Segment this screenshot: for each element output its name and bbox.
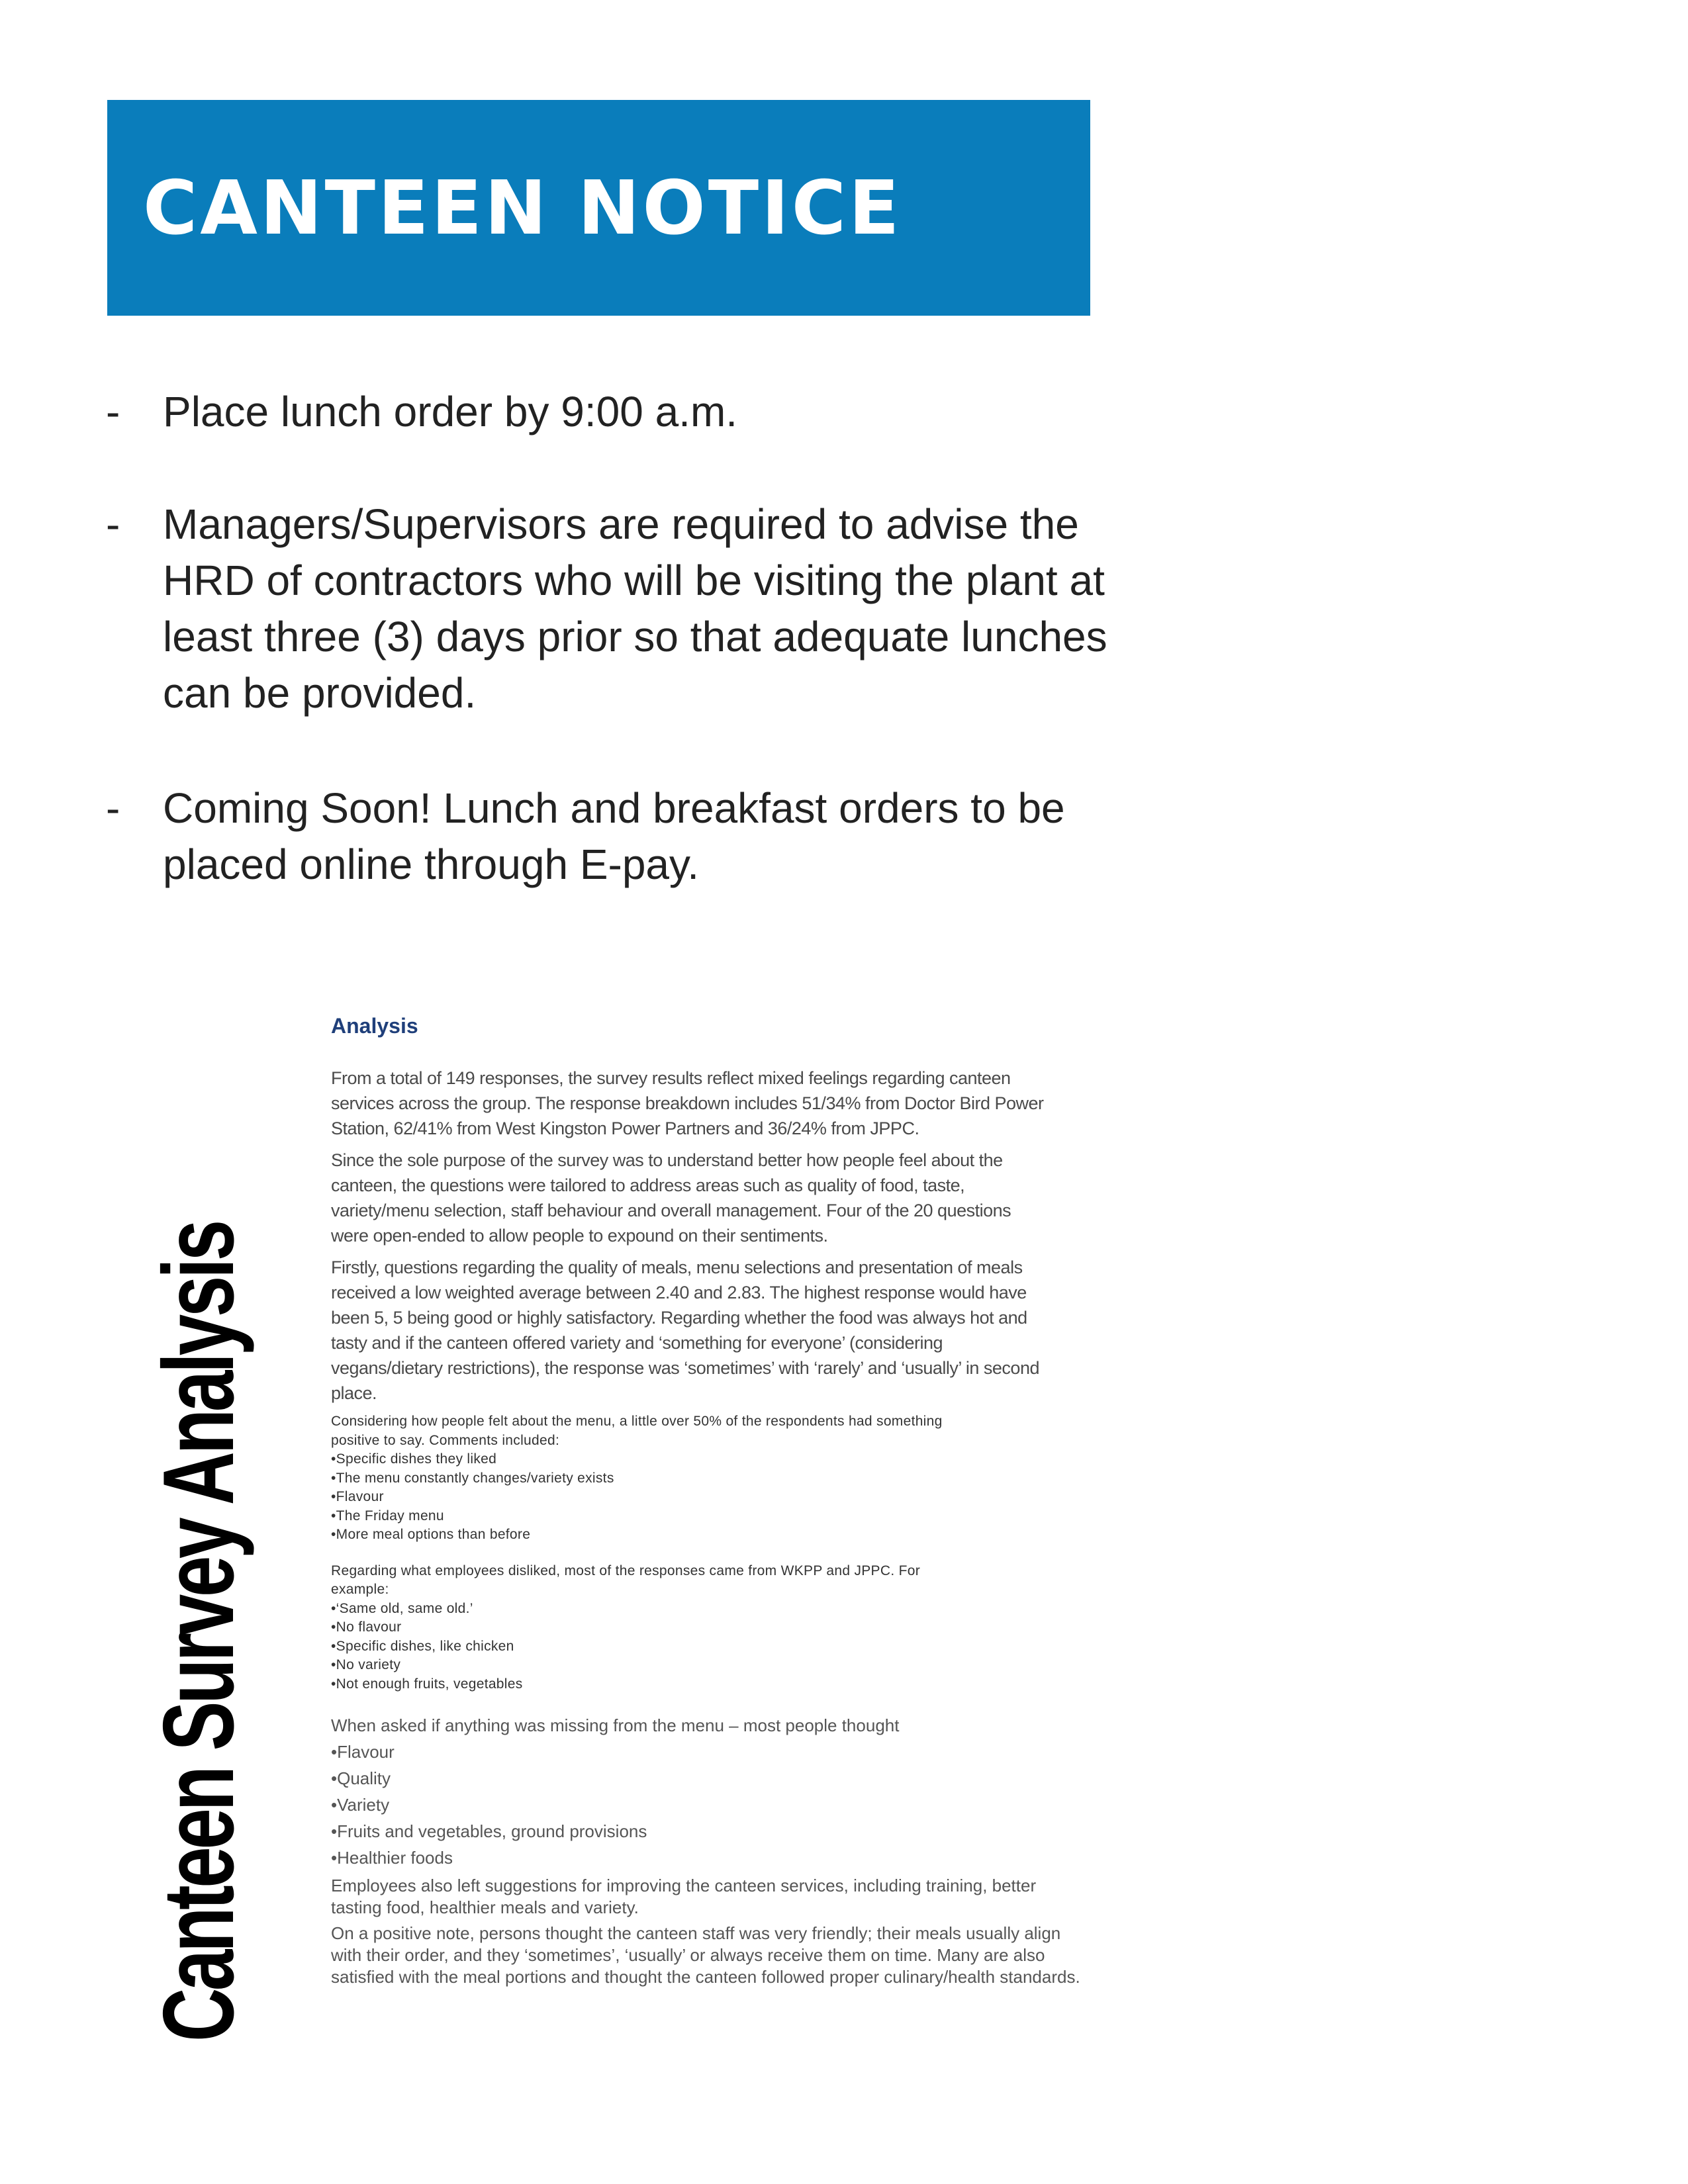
- positive-paragraph: On a positive note, persons thought the canteen staff was very friendly; their meals usually align with their order, and they ‘sometimes’, ‘usually’ or always receive them on time. Many are also satisfied with the meal portions and thought the canteen followed proper culinary/health standards.: [331, 1923, 1080, 1987]
- notice-line: Place lunch order by 9:00 a.m.: [163, 388, 738, 435]
- analysis-section: [331, 1013, 1092, 1988]
- list-item: •Not enough fruits, vegetables: [331, 1676, 523, 1692]
- analysis-paragraph: Firstly, questions regarding the quality of meals, menu selections and presentation of meals received a low weighted average between 2.40 and 2.83. The highest response would have been 5, 5 being good or highly satisfactory. Regarding whether the food was always hot and tasty and if the canteen offered variety and ‘something for everyone’ (considering vegans/dietary restrictions), the response was ‘sometimes’ with ‘rarely’ and ‘usually’ in second place.: [331, 1257, 1039, 1403]
- notice-line: Coming Soon! Lunch and breakfast orders to be: [163, 784, 1065, 832]
- list-item: •Flavour: [331, 1489, 384, 1504]
- notice-item: [106, 780, 1065, 893]
- notice-item: [106, 496, 1107, 721]
- bullet-dash: -: [106, 388, 120, 435]
- list-item: •Flavour: [331, 1742, 395, 1762]
- side-title-text: Canteen Survey Analysis: [142, 1222, 255, 2042]
- suggestions-paragraph: Employees also left suggestions for improving the canteen services, including training, better tasting food, healthier meals and variety.: [331, 1876, 1037, 1917]
- analysis-paragraph: Since the sole purpose of the survey was to understand better how people feel about the canteen, the questions were tailored to address areas such as quality of food, taste, variety/menu selection, staff behaviour and overall management. Four of the 20 questions were open-ended to allow people to expound on their sentiments.: [331, 1150, 1011, 1246]
- liked-section: [331, 1412, 1092, 1545]
- list-item: •Fruits and vegetables, ground provisions: [331, 1821, 647, 1841]
- notice-line: can be provided.: [163, 669, 477, 717]
- notice-banner: [107, 100, 1090, 316]
- notice-line: HRD of contractors who will be visiting the plant at: [163, 557, 1105, 604]
- bullet-dash: -: [106, 500, 120, 548]
- list-item: •‘Same old, same old.’: [331, 1600, 473, 1616]
- notice-line: Managers/Supervisors are required to advise the: [163, 500, 1079, 548]
- liked-intro: positive to say. Comments included:: [331, 1432, 560, 1448]
- disliked-intro: Regarding what employees disliked, most of the responses came from WKPP and JPPC. For: [331, 1563, 920, 1578]
- analysis-paragraph: From a total of 149 responses, the survey results reflect mixed feelings regarding canteen services across the group. The response breakdown includes 51/34% from Doctor Bird Power Station, 62/41% from West Kingston Power Partners and 36/24% from JPPC.: [331, 1068, 1044, 1138]
- bullet-dash: -: [106, 784, 120, 832]
- list-item: •The Friday menu: [331, 1508, 444, 1524]
- missing-intro: When asked if anything was missing from the menu – most people thought: [331, 1715, 900, 1735]
- list-item: •Variety: [331, 1795, 390, 1815]
- liked-intro: Considering how people felt about the menu, a little over 50% of the respondents had something: [331, 1414, 943, 1429]
- missing-section: [331, 1712, 1092, 1871]
- disliked-intro: example:: [331, 1582, 389, 1597]
- side-title: [142, 1016, 255, 2042]
- list-item: •Healthier foods: [331, 1848, 453, 1868]
- disliked-section: [331, 1562, 1092, 1694]
- list-item: •The menu constantly changes/variety exists: [331, 1470, 614, 1486]
- list-item: •Specific dishes they liked: [331, 1451, 497, 1467]
- list-item: •No variety: [331, 1657, 401, 1672]
- notice-item: [106, 384, 737, 440]
- banner-title: CANTEEN NOTICE: [143, 165, 902, 251]
- notice-line: least three (3) days prior so that adequate lunches: [163, 613, 1107, 660]
- list-item: •Specific dishes, like chicken: [331, 1638, 514, 1654]
- list-item: •More meal options than before: [331, 1527, 531, 1542]
- analysis-heading: Analysis: [331, 1014, 418, 1038]
- list-item: •Quality: [331, 1768, 391, 1788]
- list-item: •No flavour: [331, 1619, 402, 1635]
- notice-line: placed online through E-pay.: [163, 841, 700, 888]
